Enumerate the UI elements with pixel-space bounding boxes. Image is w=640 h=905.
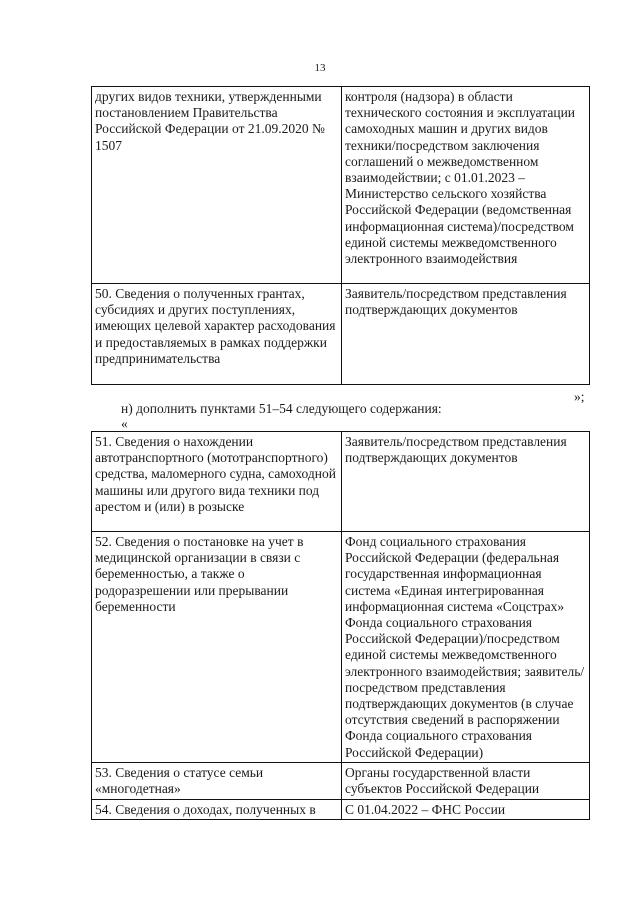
table-row bbox=[92, 763, 590, 800]
table-cell-item-54: 54. Сведения о доходах, полученных в bbox=[92, 800, 342, 820]
new-items-table bbox=[91, 431, 590, 820]
table-cell-source-text: других видов техники, утвержденными постановлением Правительства Российской Федерации от 21.09.2020 № 1507 bbox=[92, 87, 342, 284]
continued-table bbox=[91, 86, 590, 385]
table-cell-item-51: 51. Сведения о нахождении автотранспортного (мототранспортного) средства, маломерного судна, самоходной машины или другого вида техники под арестом и (или) в розыске bbox=[92, 432, 342, 532]
table-row bbox=[92, 284, 590, 385]
table-row bbox=[92, 432, 590, 532]
table-cell-provider-text: Заявитель/посредством представления подтверждающих документов bbox=[342, 284, 590, 385]
table-cell-provider-text: контроля (надзора) в области технического состояния и эксплуатации самоходных машин и других видов техники/посредством заключения соглашений о межведомственном взаимодействии; с 01.01.2023 – Министерство сельского хозяйства Российской Федерации (ведомственная информационная система)/посредством единой системы межведомственного электронного взаимодействия bbox=[342, 87, 590, 284]
table-cell-provider-text: С 01.04.2022 – ФНС России bbox=[342, 800, 590, 820]
table-row bbox=[92, 800, 590, 820]
table-cell-provider-text: Фонд социального страхования Российской Федерации (федеральная государственная информационная система «Единая интегрированная информационная система «Соцстрах» Фонда социального страхования Российской Федерации)/посредством единой системы межведомственного электронного взаимодействия; заявитель/посредством представления подтверждающих документов (в случае отсутствия сведений в распоряжении Фонда социального страхования Российской Федерации) bbox=[342, 532, 590, 763]
opening-quote: « bbox=[121, 416, 128, 431]
table-cell-provider-text: Заявитель/посредством представления подтверждающих документов bbox=[342, 432, 590, 532]
amendment-paragraph: н) дополнить пунктами 51–54 следующего содержания: bbox=[121, 401, 442, 416]
table-cell-item-53: 53. Сведения о статусе семьи «многодетная» bbox=[92, 763, 342, 800]
page-number: 13 bbox=[314, 62, 326, 74]
table-row bbox=[92, 532, 590, 763]
table-cell-item-52: 52. Сведения о постановке на учет в медицинской организации в связи с беременностью, а также о родоразрешении или прерывании беременности bbox=[92, 532, 342, 763]
table-cell-source-text: 50. Сведения о полученных грантах, субсидиях и других поступлениях, имеющих целевой характер расходования и предоставляемых в рамках поддержки предпринимательства bbox=[92, 284, 342, 385]
closing-quote: »; bbox=[574, 389, 585, 404]
table-cell-provider-text: Органы государственной власти субъектов Российской Федерации bbox=[342, 763, 590, 800]
table-row bbox=[92, 87, 590, 284]
